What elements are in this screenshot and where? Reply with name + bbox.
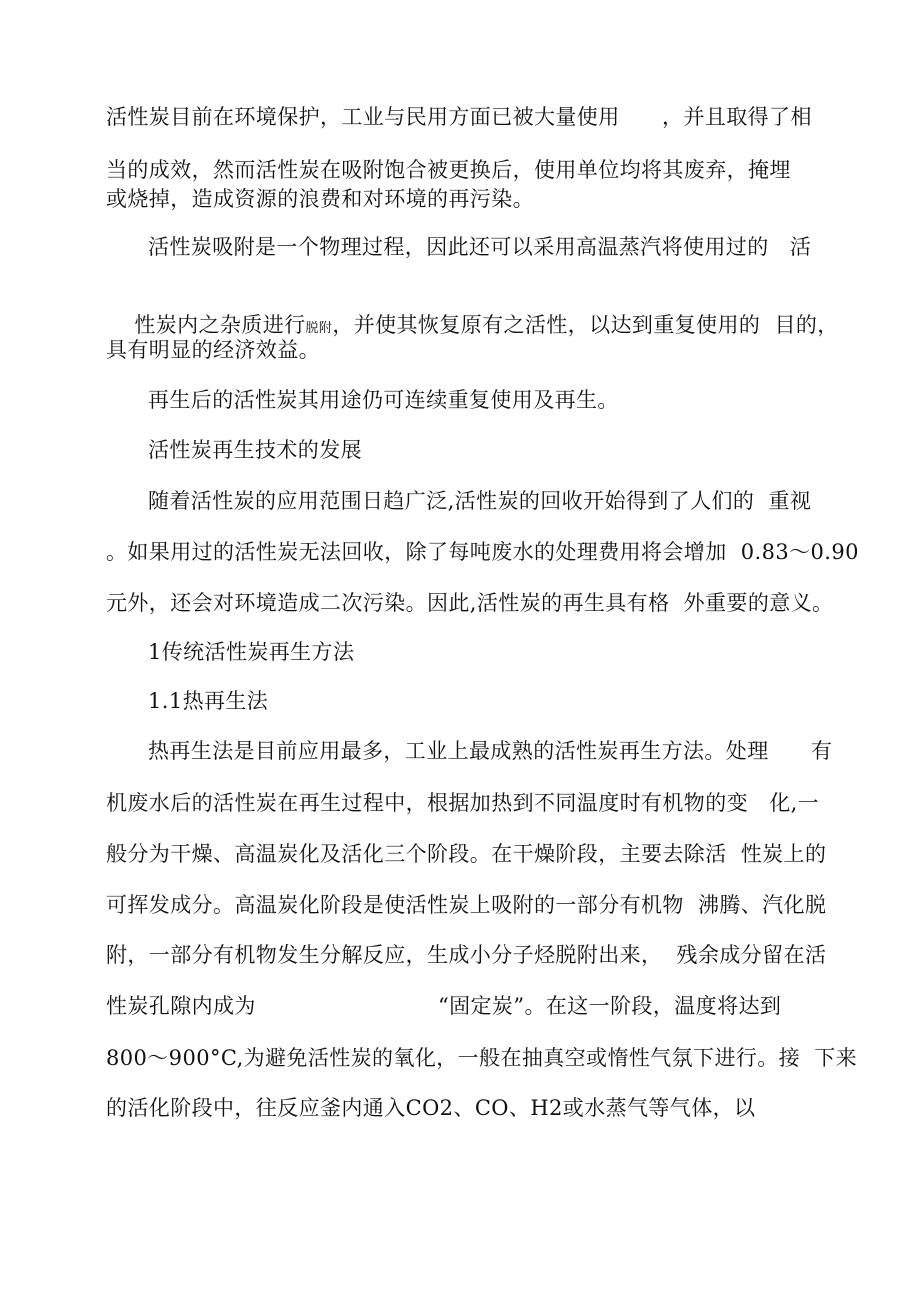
paragraph-2-line-3: 具有明显的经济效益。	[106, 338, 320, 362]
paragraph-4-line-2: 。如果用过的活性炭无法回收，除了每吨废水的处理费用将会增加 0.83～0.90	[106, 540, 859, 564]
paragraph-1-line-3: 或烧掉，造成资源的浪费和对环境的再污染。	[106, 187, 534, 211]
paragraph-5-line-4: 可挥发成分。高温炭化阶段是使活性炭上吸附的一部分有机物 沸腾、汽化脱	[106, 893, 827, 917]
paragraph-1-line-1: 活性炭目前在环境保护，工业与民用方面已被大量使用 ，并且取得了相	[106, 105, 812, 129]
paragraph-2-line-1: 活性炭吸附是一个物理过程，因此还可以采用高温蒸汽将使用过的 活	[148, 235, 812, 259]
paragraph-3: 再生后的活性炭其用途仍可连续重复使用及再生。	[148, 388, 619, 412]
paragraph-5-line-6a: 性炭孔隙内成为	[106, 994, 256, 1018]
paragraph-5-line-2: 机废水后的活性炭在再生过程中，根据加热到不同温度时有机物的变 化,一	[106, 791, 820, 815]
paragraph-5-line-5: 附，一部分有机物发生分解反应，生成小分子烃脱附出来， 残余成分留在活	[106, 943, 827, 967]
section-heading-development: 活性炭再生技术的发展	[148, 438, 362, 462]
paragraph-4-line-1: 随着活性炭的应用范围日趋广泛,活性炭的回收开始得到了人们的 重视	[148, 489, 812, 513]
section-heading-thermal-regeneration: 1.1热再生法	[148, 689, 269, 713]
paragraph-2-line-2-end: ，并使其恢复原有之活性，以达到重复使用的 目的，	[332, 313, 839, 337]
paragraph-5-line-3: 般分为干燥、高温炭化及活化三个阶段。在干燥阶段，主要去除活 性炭上的	[106, 842, 827, 866]
section-heading-traditional-methods: 1传统活性炭再生方法	[148, 640, 355, 664]
paragraph-2-line-2-start: 性炭内之杂质进行	[134, 313, 306, 337]
paragraph-1-line-2: 当的成效，然而活性炭在吸附饱合被更换后，使用单位均将其废弃，掩埋	[106, 158, 791, 182]
paragraph-5-line-1: 热再生法是目前应用最多，工业上最成熟的活性炭再生方法。处理 有	[148, 739, 833, 763]
paragraph-5-line-6b: “固定炭”。在这一阶段，温度将达到	[438, 994, 782, 1018]
paragraph-4-line-3: 元外，还会对环境造成二次污染。因此,活性炭的再生具有格 外重要的意义。	[106, 591, 834, 615]
desorption-small-text: 脱附	[305, 321, 333, 336]
paragraph-5-line-8: 的活化阶段中，往反应釜内通入CO2、CO、H2或水蒸气等气体，以	[106, 1096, 756, 1120]
paragraph-5-line-7: 800～900°C,为避免活性炭的氧化，一般在抽真空或惰性气氛下进行。接 下来	[106, 1046, 858, 1070]
